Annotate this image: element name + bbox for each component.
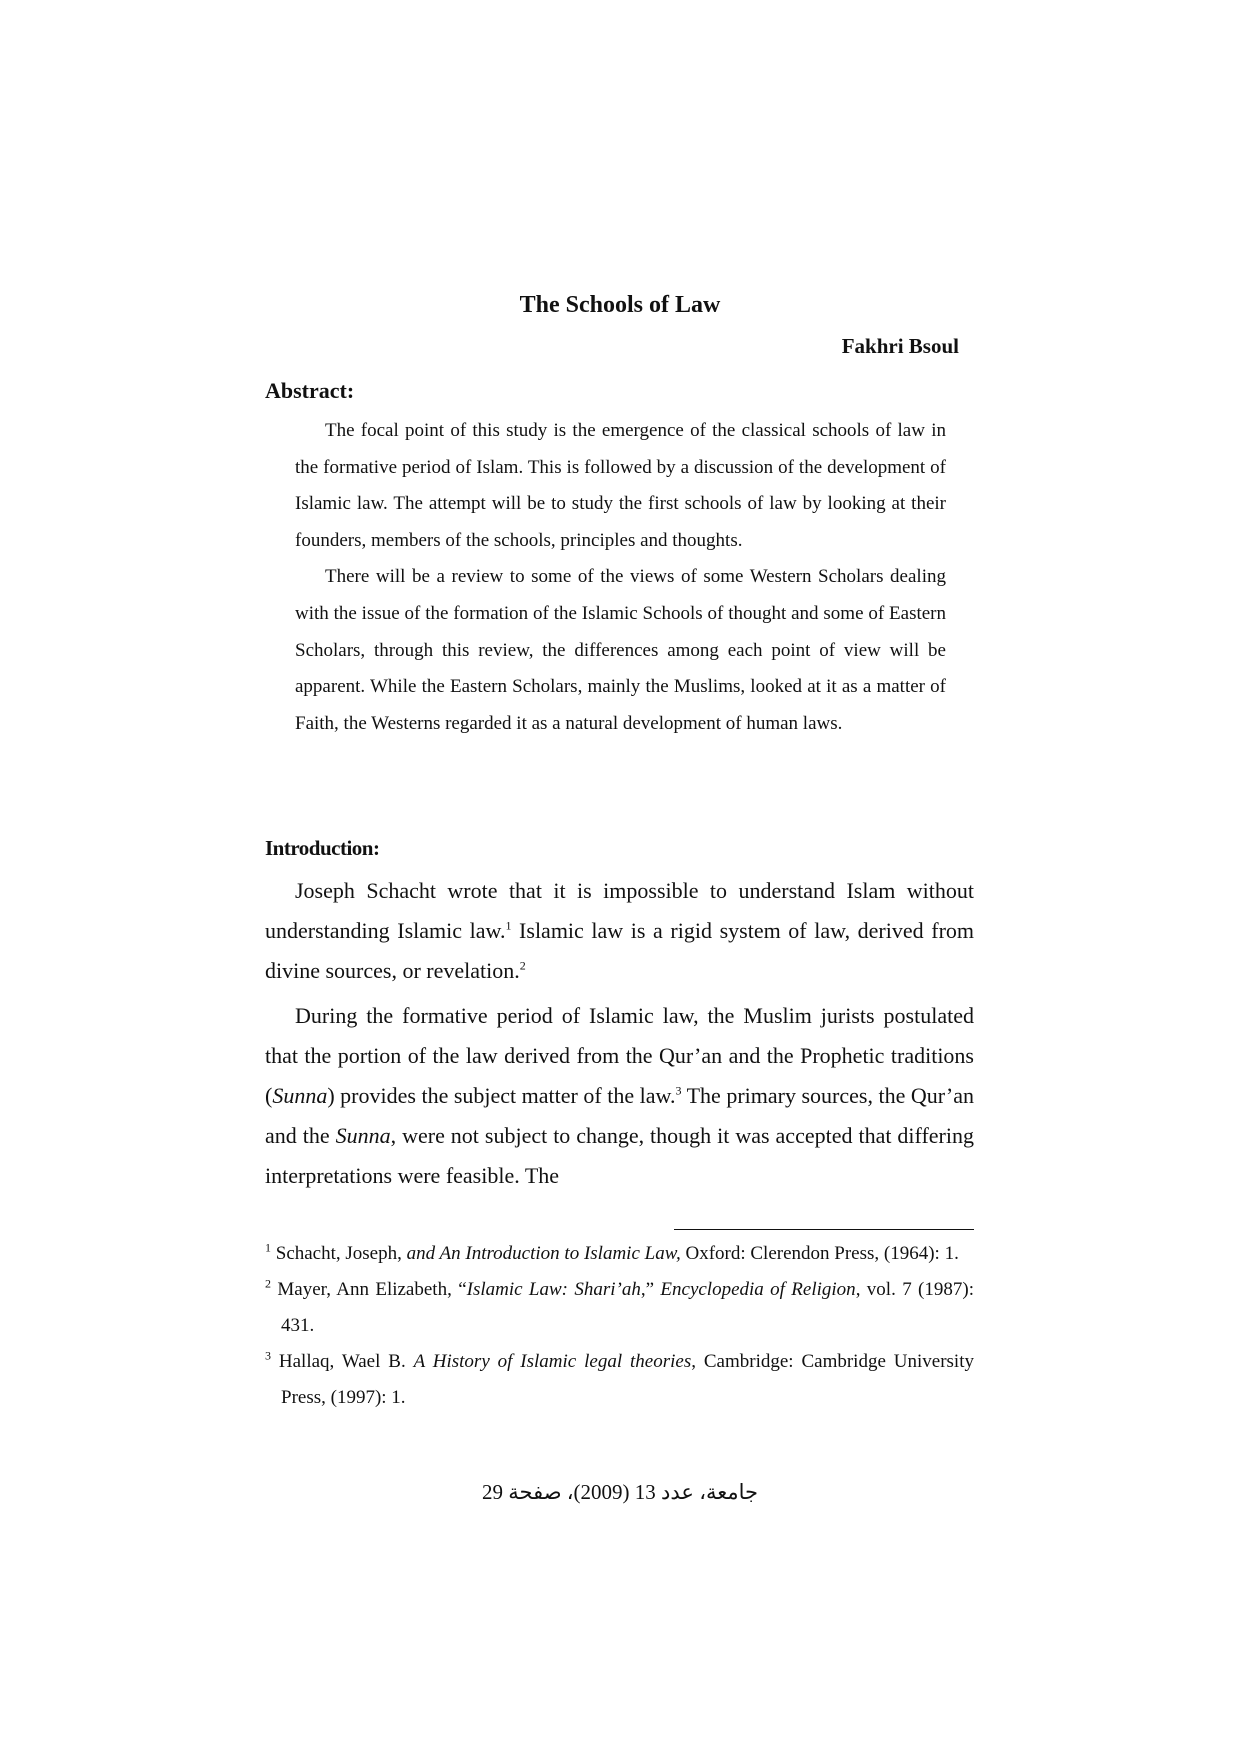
intro-p2-text-c: The primary sources, the Qur’an and the bbox=[265, 1083, 974, 1148]
footnote-separator bbox=[674, 1229, 974, 1230]
introduction-heading: Introduction: bbox=[265, 836, 380, 860]
footnote-text: Schacht, Joseph, bbox=[271, 1243, 407, 1264]
intro-p2-text-b: ) provides the subject matter of the law. bbox=[327, 1083, 676, 1108]
abstract-paragraph-1: The focal point of this study is the emergence of the classical schools of law in the formative period of Islam. This is followed by a discussion of the development of Islamic law. The attempt will be to study the first schools of law by looking at their founders, members of the schools, principles and thoughts. bbox=[295, 420, 946, 551]
page-footer bbox=[0, 1480, 1240, 1505]
intro-p2-sunna-1: Sunna bbox=[272, 1083, 328, 1108]
footnote-text: Mayer, Ann Elizabeth, “ bbox=[271, 1279, 467, 1300]
author-name: Fakhri Bsoul bbox=[841, 334, 959, 358]
abstract-paragraph-2: There will be a review to some of the views of some Western Scholars dealing with the issue of the formation of the Islamic Schools of thought and some of Eastern Scholars, through this review, the differences among each point of view will be apparent. While the Eastern Scholars, mainly the Muslims, looked at it as a matter of Faith, the Westerns regarded it as a natural development of human laws. bbox=[295, 566, 946, 734]
intro-p2-text-d: , were not subject to change, though it was accepted that differing interpretations were feasible. The bbox=[265, 1123, 974, 1188]
footnote-3 bbox=[265, 1344, 974, 1416]
footnote-ref-3: 3 bbox=[675, 1083, 682, 1098]
footnote-number: 2 bbox=[265, 1276, 271, 1291]
footnote-number: 3 bbox=[265, 1348, 271, 1363]
footnote-text: , vol. 7 (1987): 431. bbox=[281, 1279, 974, 1336]
journal-citation: جامعة، عدد 13 (2009)، صفحة 29 bbox=[482, 1480, 758, 1504]
footnote-source: Encyclopedia of Religion bbox=[660, 1279, 856, 1300]
footnote-text: , Cambridge: Cambridge University Press, (1997): 1. bbox=[281, 1351, 974, 1408]
introduction-body bbox=[265, 871, 974, 1196]
footnote-ref-2: 2 bbox=[519, 958, 526, 973]
footnote-text: Oxford: Clerendon Press, (1964): 1. bbox=[680, 1243, 959, 1264]
intro-p2-text-a: During the formative period of Islamic law, the Muslim jurists postulated that the portion of the law derived from the Qur’an and the Prophetic traditions ( bbox=[265, 1003, 974, 1108]
intro-p1-text-a: Joseph Schacht wrote that it is impossible to understand Islam without understanding Islamic law. bbox=[265, 878, 974, 943]
footnote-text: ,” bbox=[640, 1279, 661, 1300]
introduction-paragraph-1 bbox=[265, 871, 974, 991]
footnotes bbox=[265, 1236, 974, 1416]
footnote-ref-1: 1 bbox=[505, 918, 512, 933]
footnote-text: Hallaq, Wael B. bbox=[271, 1351, 414, 1372]
introduction-paragraph-2 bbox=[265, 996, 974, 1196]
paper-title: The Schools of Law bbox=[519, 292, 721, 318]
abstract-heading: Abstract: bbox=[265, 378, 355, 403]
footnote-number: 1 bbox=[265, 1240, 271, 1255]
intro-p2-sunna-2: Sunna bbox=[335, 1123, 391, 1148]
abstract-body bbox=[295, 413, 946, 742]
footnote-title: A History of Islamic legal theories bbox=[413, 1351, 692, 1372]
footnote-title: and An Introduction to Islamic Law, bbox=[406, 1243, 681, 1264]
footnote-2 bbox=[265, 1272, 974, 1344]
footnote-1 bbox=[265, 1236, 974, 1272]
intro-p1-text-b: Islamic law is a rigid system of law, derived from divine sources, or revelation. bbox=[265, 918, 975, 983]
footnote-title: Islamic Law: Shari’ah bbox=[466, 1279, 641, 1300]
